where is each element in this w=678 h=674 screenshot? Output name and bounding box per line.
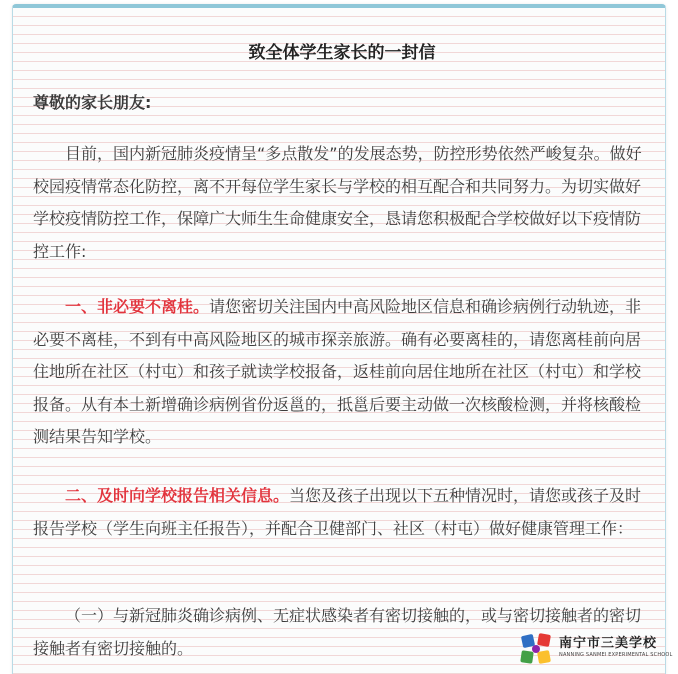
item-2-sub-1-text: （一）与新冠肺炎确诊病例、无症状感染者有密切接触的，或与密切接触者的密切接触者有密切接触的。: [33, 606, 642, 658]
school-name-en: NANNING SANMEI EXPERIMENTAL SCHOOL: [559, 652, 673, 658]
intro-text: 目前，国内新冠肺炎疫情呈“多点散发”的发展态势，防控形势依然严峻复杂。做好校园疫情常态化防控，离不开每位学生家长与学校的相互配合和共同努力。为切实做好学校疫情防控工作，保障广大师生生命健康安全，恳请您积极配合学校做好以下疫情防控工作:: [33, 144, 642, 261]
school-logo-icon: [519, 632, 555, 668]
intro-paragraph: [33, 138, 651, 268]
item-2-paragraph: [33, 480, 651, 545]
item-1-paragraph: [33, 291, 651, 454]
letter-title: 致全体学生家长的一封信: [248, 43, 436, 63]
item-2-heading: 二、及时向学校报告相关信息。: [65, 486, 290, 505]
letter-paper: [12, 4, 666, 674]
school-logo-watermark: [519, 630, 673, 670]
item-1-text: 请您密切关注国内中高风险地区信息和确诊病例行动轨迹，非必要不离桂，不到有中高风险地区的城市探亲旅游。确有必要离桂的，请您离桂前向居住地所在社区（村屯）和孩子就读学校报备，返桂前向居住地所在社区（村屯）和学校报备。从有本土新增确诊病例省份返邕的，抵邕后要主动做一次核酸检测，并将核酸检测结果告知学校。: [33, 297, 642, 446]
school-name: 南宁市三美学校: [559, 636, 658, 651]
salutation: 尊敬的家长朋友:: [33, 93, 152, 112]
item-2-text: 当您及孩子出现以下五种情况时，请您或孩子及时报告学校（学生向班主任报告），并配合卫健部门、社区（村屯）做好健康管理工作：: [33, 486, 642, 538]
item-1-heading: 一、非必要不离桂。: [65, 297, 210, 316]
